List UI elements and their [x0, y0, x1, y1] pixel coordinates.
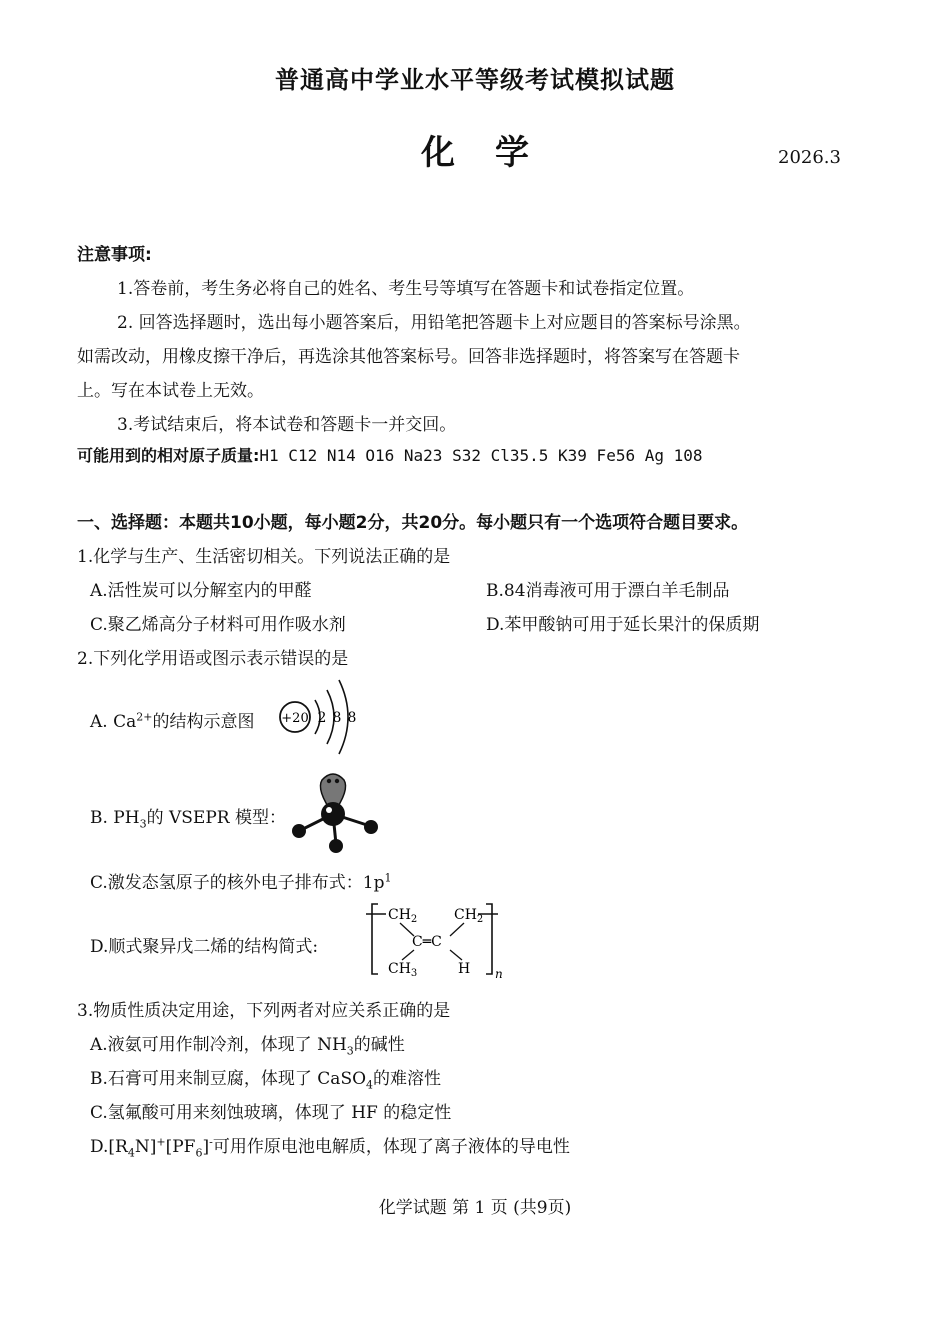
q1-option-b: B.84消毒液可用于漂白羊毛制品 [486, 581, 730, 601]
exam-title: 普通高中学业水平等级考试模拟试题 [275, 65, 675, 94]
ch2-right: $CH_2$ [454, 907, 484, 925]
bond-c-h [450, 950, 462, 960]
q3-b-sub: 4 [366, 1078, 374, 1092]
ph3-vsepr-model-diagram [286, 768, 386, 856]
notes-heading: 注意事项: [77, 245, 152, 265]
shell-1-electrons: 2 [317, 710, 327, 726]
q2-option-a [90, 707, 254, 732]
subject-title: 化学 [421, 133, 569, 173]
exam-date: 2026.3 [778, 147, 841, 168]
shell-3-electrons: 8 [347, 710, 357, 726]
q3-a-post: 的碱性 [353, 1035, 405, 1055]
note-item-2-line-1: 2. 回答选择题时，选出每小题答案后，用铅笔把答题卡上对应题目的答案标号涂黑。 [117, 313, 751, 333]
q2-option-b [90, 803, 286, 830]
q3-b-pre: B.石膏可用来制豆腐，体现了 CaSO [90, 1069, 367, 1089]
q2-stem: 2.下列化学用语或图示表示错误的是 [77, 649, 349, 669]
q3-b-post: 的难溶性 [373, 1069, 442, 1089]
phosphorus-atom [321, 802, 345, 826]
bond-ch2-c-right [450, 923, 464, 936]
note-item-1: 1.答卷前，考生务必将自己的姓名、考生号等填写在答题卡和试卷指定位置。 [117, 279, 695, 299]
atomic-mass-label: 可能用到的相对原子质量: [77, 446, 260, 465]
hydrogen-atom-bottom [329, 839, 343, 853]
hydrogen-atom-left [292, 824, 306, 838]
q3-d-mid1: N] [134, 1137, 157, 1157]
hydrogen-atom-right [364, 820, 378, 834]
q3-option-c: C.氢氟酸可用来刻蚀玻璃，体现了 HF 的稳定性 [90, 1103, 452, 1123]
note-item-2-line-3: 上。写在本试卷上无效。 [77, 381, 264, 401]
section-1-heading: 一、选择题：本题共10小题，每小题2分，共20分。每小题只有一个选项符合题目要求。 [77, 513, 749, 533]
q2-b-prefix: B. PH [90, 808, 140, 828]
q2-c-sup: 1 [384, 871, 392, 885]
calcium-ion-structure-diagram [275, 672, 365, 762]
q3-d-sup2: - [209, 1135, 213, 1149]
nucleus-charge: +20 [281, 711, 309, 726]
atomic-mass-values: H1 C12 N14 O16 Na23 S32 Cl35.5 K39 Fe56 Ag 108 [259, 446, 703, 465]
page-footer: 化学试题 第 1 页 (共9页) [378, 1198, 572, 1218]
q3-option-a [90, 1030, 405, 1057]
q3-d-pre: D.[R [90, 1137, 128, 1157]
q1-option-a: A.活性炭可以分解室内的甲醛 [90, 581, 312, 601]
q2-a-prefix: A. Ca [90, 712, 137, 732]
q3-a-sub: 3 [346, 1044, 354, 1058]
phosphorus-highlight [326, 807, 332, 813]
q3-d-sub2: 6 [195, 1146, 203, 1160]
hydrogen-label: H [458, 961, 471, 977]
q3-option-d [90, 1132, 570, 1159]
note-item-3: 3.考试结束后，将本试卷和答题卡一并交回。 [117, 415, 457, 435]
bond-c-ch3 [402, 950, 414, 960]
q3-option-b [90, 1064, 441, 1091]
q2-c-text: C.激发态氢原子的核外电子排布式：1p [90, 873, 385, 893]
q3-d-mid3: ] [202, 1137, 210, 1157]
ch3-group: $CH_3$ [388, 961, 418, 979]
lone-pair-dot-left [327, 779, 331, 783]
q2-b-suffix: 的 VSEPR 模型： [146, 808, 286, 828]
cis-polyisoprene-structure [362, 898, 522, 980]
q3-d-sub1: 4 [127, 1146, 135, 1160]
q2-option-c [90, 868, 392, 893]
q3-a-pre: A.液氨可用作制冷剂，体现了 NH [90, 1035, 347, 1055]
q2-option-d: D.顺式聚异戊二烯的结构简式: [90, 937, 319, 957]
lone-pair-dot-right [335, 779, 339, 783]
atomic-mass-line [77, 443, 703, 466]
q2-a-suffix: 的结构示意图 [152, 712, 255, 732]
q3-d-post: 可用作原电池电解质，体现了离子液体的导电性 [212, 1137, 570, 1157]
q1-stem: 1.化学与生产、生活密切相关。下列说法正确的是 [77, 547, 451, 567]
q1-option-d: D.苯甲酸钠可用于延长果汁的保质期 [486, 615, 760, 635]
note-item-2-line-2: 如需改动，用橡皮擦干净后，再选涂其他答案标号。回答非选择题时，将答案写在答题卡 [77, 347, 740, 367]
ch2-left: $CH_2$ [388, 907, 418, 925]
q2-b-sub: 3 [139, 817, 147, 831]
q3-stem: 3.物质性质决定用途，下列两者对应关系正确的是 [77, 1001, 451, 1021]
repeat-n: n [495, 967, 503, 980]
c-double-bond-c: C═C [412, 934, 442, 950]
q2-a-charge: 2+ [136, 710, 153, 724]
shell-2-electrons: 8 [332, 710, 342, 726]
q3-d-mid2: [PF [165, 1137, 196, 1157]
q3-d-sup1: + [156, 1135, 166, 1149]
q1-option-c: C.聚乙烯高分子材料可用作吸水剂 [90, 615, 346, 635]
